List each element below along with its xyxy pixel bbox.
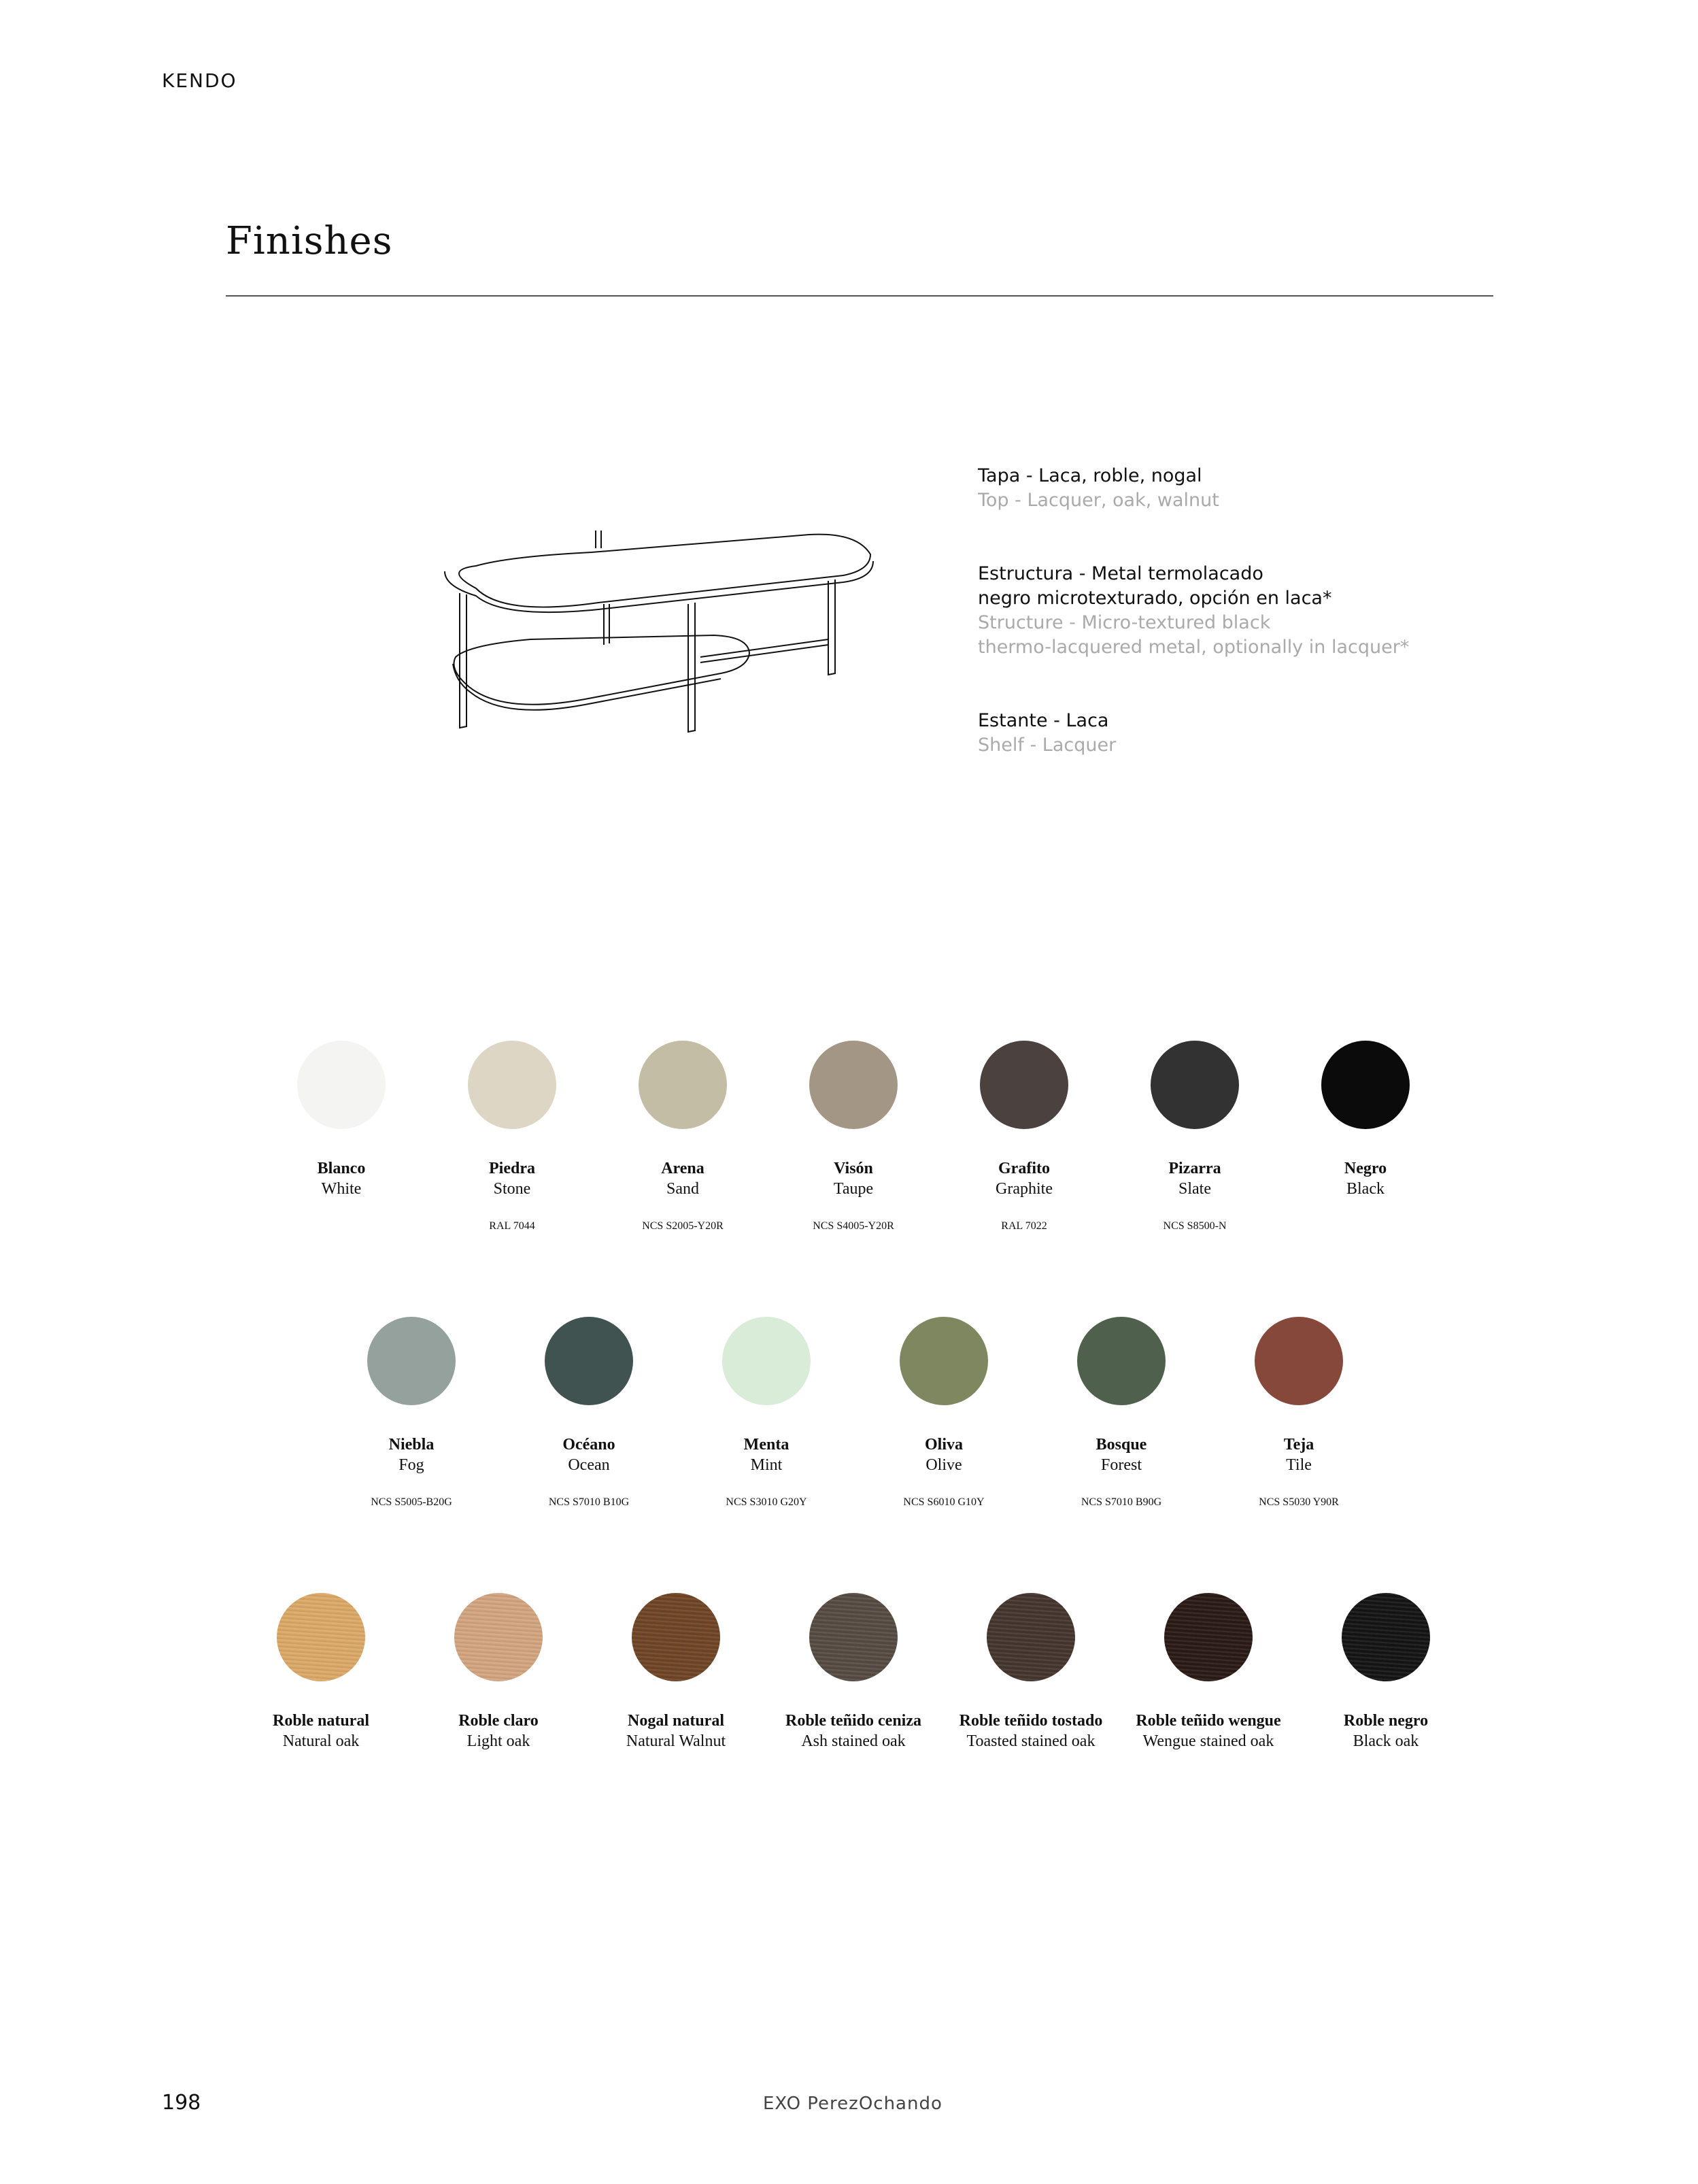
table-leg-back-left: [604, 604, 609, 645]
finish-name-english: Forest: [1101, 1456, 1142, 1474]
finish-swatch: [1106, 1041, 1283, 1233]
finish-name-english: Sand: [666, 1180, 699, 1198]
spec-spanish-line: Estructura - Metal termolacado: [978, 563, 1263, 584]
finish-color-code: NCS S3010 G20Y: [726, 1496, 807, 1508]
finish-name-spanish: Océano: [562, 1436, 615, 1454]
finish-color-circle: [632, 1593, 720, 1681]
coffee-table-line-drawing: [428, 524, 891, 762]
page-number: 198: [162, 2091, 201, 2115]
finish-color-code: NCS S2005-Y20R: [642, 1220, 724, 1232]
finish-color-code: NCS S6010 G10Y: [903, 1496, 985, 1508]
table-leg-front-right: [688, 603, 695, 732]
finish-name-spanish: Grafito: [998, 1160, 1050, 1177]
table-leg-top-peg: [596, 531, 601, 548]
finish-name-english: Tile: [1286, 1456, 1312, 1474]
finish-color-code: NCS S5030 Y90R: [1259, 1496, 1339, 1508]
finish-swatch: [678, 1317, 855, 1509]
finish-name-spanish: Menta: [743, 1436, 789, 1454]
finish-color-circle: [277, 1593, 365, 1681]
finish-color-circle: [1342, 1593, 1430, 1681]
spec-spanish-line: Tapa - Laca, roble, nogal: [978, 465, 1202, 486]
finish-color-circle: [809, 1593, 898, 1681]
finish-name-spanish: Roble teñido tostado: [959, 1712, 1103, 1730]
finish-name-english: Toasted stained oak: [966, 1732, 1096, 1750]
finish-swatch: [1210, 1317, 1387, 1509]
finish-swatch: [943, 1593, 1119, 1751]
finish-swatch: [936, 1041, 1113, 1233]
finish-swatch: [500, 1317, 677, 1509]
finish-swatch: [855, 1317, 1032, 1509]
spec-block: [978, 464, 1495, 513]
finish-name-english: Slate: [1178, 1180, 1211, 1198]
finish-name-spanish: Bosque: [1096, 1436, 1147, 1454]
spec-english-line: Structure - Micro-textured black: [978, 612, 1271, 633]
finish-color-circle: [367, 1317, 456, 1405]
finish-color-circle: [1321, 1041, 1410, 1129]
finish-color-circle: [809, 1041, 898, 1129]
spec-spanish-line: Estante - Laca: [978, 710, 1109, 731]
finish-swatch: [424, 1041, 600, 1233]
spec-block: [978, 562, 1495, 660]
finish-name-spanish: Roble negro: [1343, 1712, 1429, 1730]
spec-english-line: Shelf - Lacquer: [978, 735, 1117, 756]
finish-color-circle: [900, 1317, 988, 1405]
finish-name-english: Natural oak: [282, 1732, 360, 1750]
finish-swatch: [323, 1317, 500, 1509]
finish-name-spanish: Roble teñido wengue: [1136, 1712, 1281, 1730]
spec-spanish-line: negro microtexturado, opción en laca*: [978, 588, 1332, 609]
finish-name-english: White: [321, 1180, 362, 1198]
finish-name-english: Light oak: [466, 1732, 530, 1750]
finish-swatch: [765, 1041, 942, 1233]
finish-name-spanish: Visón: [834, 1160, 873, 1177]
finish-name-english: Ash stained oak: [801, 1732, 906, 1750]
finish-color-circle: [987, 1593, 1075, 1681]
finish-color-code: RAL 7022: [1001, 1220, 1047, 1232]
finish-color-circle: [722, 1317, 811, 1405]
finish-swatch: [588, 1593, 764, 1751]
table-leg-front-left: [460, 593, 466, 728]
finish-color-code: NCS S5005-B20G: [371, 1496, 452, 1508]
finish-name-spanish: Niebla: [388, 1436, 435, 1454]
finish-swatch: [1277, 1041, 1454, 1199]
finish-name-english: Black oak: [1353, 1732, 1419, 1750]
finish-name-spanish: Negro: [1344, 1160, 1387, 1177]
finish-name-spanish: Blanco: [317, 1160, 366, 1177]
finish-name-spanish: Roble claro: [458, 1712, 539, 1730]
finish-color-circle: [468, 1041, 556, 1129]
finish-name-spanish: Arena: [661, 1160, 704, 1177]
finish-swatch: [594, 1041, 771, 1233]
finish-name-english: Stone: [493, 1180, 531, 1198]
finish-swatch: [765, 1593, 942, 1751]
finish-color-circle: [1151, 1041, 1239, 1129]
finish-swatch: [1120, 1593, 1297, 1751]
section-title: Finishes: [226, 219, 393, 263]
finish-color-code: NCS S8500-N: [1163, 1220, 1227, 1232]
finish-name-english: Black: [1346, 1180, 1385, 1198]
finish-name-english: Wengue stained oak: [1142, 1732, 1274, 1750]
finish-color-circle: [454, 1593, 543, 1681]
spec-block: [978, 709, 1495, 758]
finish-name-spanish: Teja: [1283, 1436, 1314, 1454]
table-rail: [700, 639, 828, 662]
finish-color-circle: [1077, 1317, 1166, 1405]
material-specs: [978, 464, 1495, 807]
finish-color-circle: [1164, 1593, 1253, 1681]
table-top-outline: [459, 535, 870, 607]
footer-publisher: EXO PerezOchando: [763, 2094, 943, 2114]
brand-name: KENDO: [162, 69, 237, 92]
finish-swatch: [233, 1593, 409, 1751]
finish-swatch: [1033, 1317, 1210, 1509]
finish-color-code: NCS S7010 B10G: [548, 1496, 630, 1508]
table-leg-back-right: [828, 579, 835, 675]
finish-name-english: Ocean: [568, 1456, 610, 1474]
finish-color-circle: [297, 1041, 386, 1129]
finish-color-code: NCS S4005-Y20R: [813, 1220, 894, 1232]
spec-english-line: Top - Lacquer, oak, walnut: [978, 490, 1219, 511]
finish-swatch: [410, 1593, 587, 1751]
finish-name-spanish: Roble teñido ceniza: [785, 1712, 921, 1730]
finish-name-english: Olive: [926, 1456, 962, 1474]
finish-name-english: Natural Walnut: [626, 1732, 726, 1750]
finish-swatch: [253, 1041, 430, 1199]
finish-name-spanish: Piedra: [489, 1160, 535, 1177]
table-shelf-edge: [453, 664, 721, 710]
finish-name-spanish: Roble natural: [272, 1712, 369, 1730]
finish-color-circle: [1255, 1317, 1343, 1405]
finish-name-english: Mint: [750, 1456, 783, 1474]
finish-swatch: [1297, 1593, 1474, 1751]
finish-name-english: Graphite: [996, 1180, 1053, 1198]
finish-color-circle: [545, 1317, 633, 1405]
finish-name-spanish: Nogal natural: [627, 1712, 724, 1730]
finish-color-circle: [639, 1041, 727, 1129]
finish-name-english: Taupe: [833, 1180, 874, 1198]
finish-name-english: Fog: [398, 1456, 424, 1474]
finish-name-spanish: Oliva: [924, 1436, 963, 1454]
finish-color-code: NCS S7010 B90G: [1081, 1496, 1162, 1508]
table-shelf-outline: [454, 635, 750, 705]
finish-name-spanish: Pizarra: [1168, 1160, 1221, 1177]
title-divider: [226, 295, 1493, 297]
finish-color-code: RAL 7044: [489, 1220, 535, 1232]
finish-color-circle: [980, 1041, 1068, 1129]
spec-english-line: thermo-lacquered metal, optionally in lacquer*: [978, 637, 1410, 658]
